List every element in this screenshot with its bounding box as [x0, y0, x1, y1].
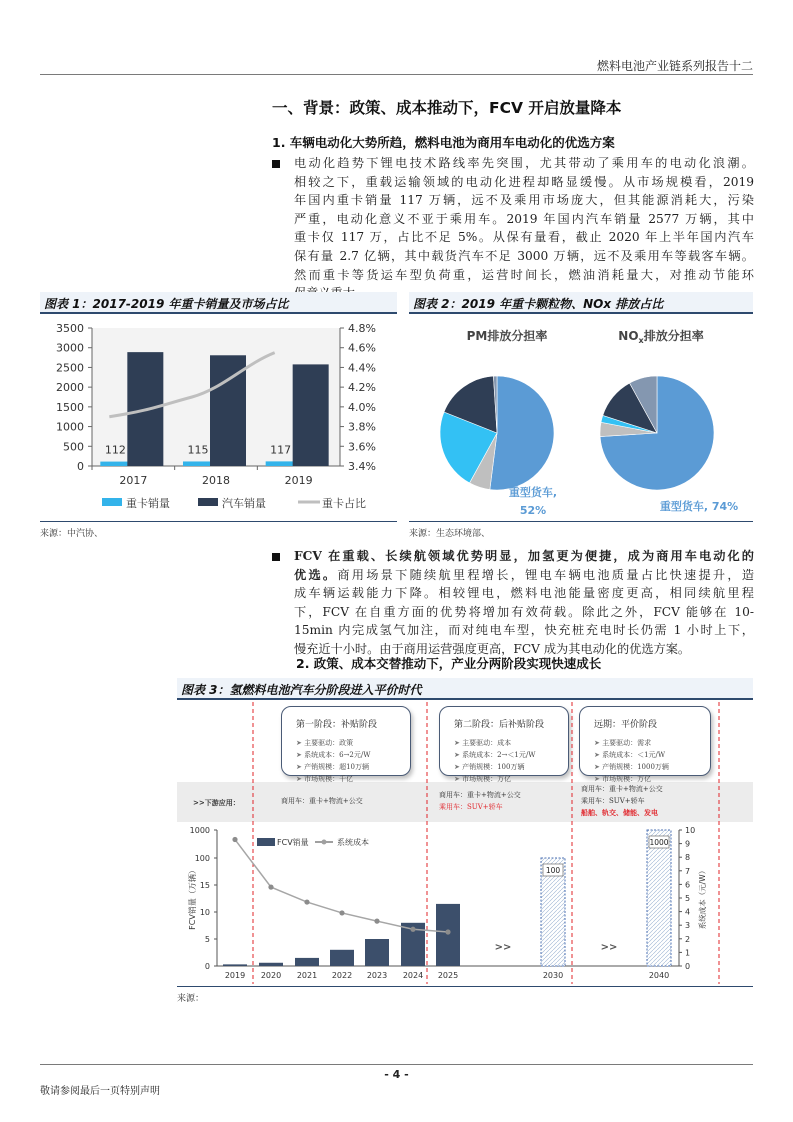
stage-3-title: 远期：平价阶段: [594, 720, 658, 730]
skip-marker: >>: [494, 942, 512, 953]
fcv-sales-bar: [436, 904, 460, 966]
left-tick-label: 15: [199, 881, 210, 890]
paragraph-2-line: 慢充近十小时。由于商用运营强度更高，FCV 成为其电动化的优选方案。: [294, 641, 691, 656]
system-cost-point: [410, 927, 415, 932]
right-tick-label: 10: [685, 826, 696, 835]
figure-2-bottom-rule: [409, 521, 753, 522]
figure-1-caption: 图表 1：2017-2019 年重卡销量及市场占比: [44, 297, 289, 311]
x-tick-label: 2040: [648, 971, 670, 980]
footer-rule: [40, 1064, 753, 1065]
disclaimer-note: 敬请参阅最后一页特别声明: [40, 1086, 160, 1097]
paragraph-2-bold-fragment: 优选。: [294, 567, 338, 582]
figure-3-diagram: [177, 702, 753, 986]
nox-title-suffix: 排放分担率: [643, 329, 704, 343]
nox-title-subscript: x: [638, 336, 644, 345]
bullet-marker: [272, 160, 280, 168]
paragraph-2-line: 下，FCV 在自重方面的优势将增加有效荷载。除此之外，FCV 能够在 10-: [294, 604, 754, 619]
skip-marker: >>: [600, 942, 618, 953]
fcv-sales-bar: [223, 964, 247, 966]
right-tick-label: 3: [685, 921, 691, 931]
figure-1-caption-bar: [40, 292, 397, 314]
pm-pie-title: PM排放分担率: [466, 329, 548, 343]
x-tick-label: 2019: [284, 474, 313, 487]
right-axis-label: 系统成本（元/W）: [698, 866, 707, 930]
right-tick-label: 4.8%: [348, 322, 376, 335]
right-tick-label: 5: [685, 894, 691, 903]
figure-3-caption: 图表 3：氢燃料电池汽车分阶段进入平价时代: [181, 683, 422, 697]
right-tick-label: 4.2%: [348, 381, 376, 395]
stage-2-item: ➤ 主要驱动：成本: [454, 737, 535, 749]
figure-2-source: 来源：生态环境部、: [409, 529, 491, 539]
x-tick-label: 2030: [542, 971, 564, 980]
paragraph-1-line: 相较之下，重载运输领域的电动化进程却略显缓慢。从市场规模看，2019: [294, 174, 754, 189]
bar-vehicle-sales: [293, 364, 329, 466]
subsection-2-title: 2. 政策、成本交替推动下，产业分两阶段实现快速成长: [296, 656, 602, 671]
report-series-title: 燃料电池产业链系列报告十二: [596, 59, 753, 73]
x-tick-label: 2024: [402, 971, 424, 980]
stage-2-item: ➤ 产销规模：100万辆: [454, 761, 535, 773]
left-tick-label: 2500: [56, 361, 84, 375]
x-tick-label: 2019: [224, 971, 246, 980]
stage-1-item: ➤ 产销规模：超10万辆: [296, 761, 370, 773]
left-axis-label: FCV销量（万辆）: [188, 866, 197, 930]
system-cost-point: [445, 929, 450, 934]
left-tick-label: 500: [63, 440, 84, 454]
header-rule: [40, 74, 753, 75]
legend-bar-label: FCV销量: [277, 838, 309, 847]
section-title: 一、背景：政策、成本推动下，FCV 开启放量降本: [272, 99, 622, 117]
pm-callout-pct: 52%: [519, 504, 547, 517]
right-tick-label: 4.4%: [348, 361, 376, 375]
figure-1-bottom-rule: [40, 521, 397, 522]
figure-2-caption: 图表 2：2019 年重卡颗粒物、NOx 排放占比: [413, 297, 664, 311]
stage-2-title: 第二阶段：后补贴阶段: [454, 720, 545, 730]
system-cost-point: [232, 837, 237, 842]
legend-label: 重卡销量: [126, 497, 170, 510]
forecast-label: 1000: [649, 838, 669, 847]
figure-1-chart: [40, 318, 397, 518]
right-tick-label: 4: [685, 907, 691, 917]
figure-1-svg: [40, 318, 397, 518]
legend-label: 汽车销量: [222, 497, 266, 510]
nox-title-prefix: NO: [618, 329, 639, 343]
paragraph-1: [294, 154, 754, 303]
right-tick-label: 6: [685, 880, 691, 890]
left-tick-label: 0: [204, 962, 210, 971]
stage-2-item: ➤ 市场规模：万亿: [454, 773, 535, 785]
x-tick-label: 2021: [296, 971, 318, 980]
left-tick-label: 2000: [56, 381, 84, 395]
x-tick-label: 2023: [366, 971, 388, 980]
right-tick-label: 1: [685, 948, 691, 958]
paragraph-2: [294, 547, 754, 659]
paragraph-1-line: 电动化趋势下锂电技术路线率先突围，尤其带动了乘用车的电动化浪潮。: [294, 156, 754, 170]
figure-3-source: 来源：: [177, 994, 205, 1004]
paragraph-2-line: 15min 内完成氢气加注，而对纯电车型，快充桩充电时长仍需 1 小时上下，: [294, 623, 754, 638]
stage-2-application-passenger: 乘用车：SUV+轿车: [439, 803, 503, 811]
x-tick-label: 2022: [331, 971, 353, 980]
x-tick-label: 2018: [202, 474, 230, 487]
left-tick-label: 1500: [56, 400, 84, 414]
x-tick-label: 2025: [437, 971, 459, 980]
subsection-1-title: 1. 车辆电动化大势所趋，燃料电池为商用车电动化的优选方案: [272, 135, 615, 150]
stage-2-application-commercial: 商用车：重卡+物流+公交: [439, 791, 521, 799]
right-tick-label: 4.0%: [348, 400, 376, 414]
right-tick-label: 3.8%: [348, 420, 376, 434]
stage-1-title: 第一阶段：补贴阶段: [296, 720, 378, 730]
left-tick-label: 1000: [56, 420, 84, 434]
stage-1-application: 商用车：重卡+物流+公交: [281, 797, 363, 805]
figure-3-bottom-rule: [177, 986, 753, 987]
system-cost-point: [304, 899, 309, 904]
system-cost-line: [235, 840, 448, 932]
stage-3-application-commercial: 商用车：重卡+物流+公交: [581, 785, 663, 793]
left-tick-label: 10: [199, 908, 210, 917]
legend-line-marker: [322, 840, 327, 845]
fcv-sales-bar: [259, 963, 283, 966]
paragraph-2-line: 成车辆运载能力下降。相较锂电，燃料电池能量密度更高，相同续航里程: [294, 586, 754, 601]
system-cost-point: [374, 919, 379, 924]
legend-swatch: [102, 498, 122, 506]
stage-3-item: ➤ 系统成本：＜1元/W: [594, 749, 669, 761]
left-tick-label: 100: [194, 854, 210, 863]
pie-slice: [490, 376, 554, 490]
figure-2-svg: [409, 318, 753, 518]
legend-label: 重卡占比: [322, 497, 366, 510]
stage-3-item: ➤ 市场规模：万亿: [594, 773, 669, 785]
right-tick-label: 2: [685, 934, 691, 944]
left-tick-label: 0: [77, 460, 84, 473]
bar-data-label: 117: [270, 443, 292, 457]
paragraph-1-line: 保有量 2.7 亿辆，其中载货汽车不足 3000 万辆，远不及乘用车等载客车辆。: [294, 248, 754, 263]
fcv-sales-forecast-bar: [647, 830, 671, 966]
system-cost-point: [339, 910, 344, 915]
stage-3-application-other: 船舶、轨交、储能、发电: [581, 808, 658, 817]
right-tick-label: 8: [685, 853, 691, 863]
legend-line-label: 系统成本: [337, 838, 369, 847]
stage-1-item: ➤ 主要驱动：政策: [296, 737, 370, 749]
bar-data-label: 112: [104, 443, 126, 457]
right-tick-label: 9: [685, 839, 691, 849]
stage-3-item: ➤ 产销规模：1000万辆: [594, 761, 669, 773]
stage-2-item: ➤ 系统成本：2→＜1元/W: [454, 749, 535, 761]
paragraph-1-line: 重卡仅 117 万，占比不足 5%。从保有量看，截止 2020 年上半年国内汽车: [294, 230, 754, 245]
figure-1-source: 来源：中汽协、: [40, 529, 104, 539]
bullet-marker: [272, 553, 280, 561]
right-tick-label: 7: [685, 866, 691, 876]
figure-3-svg: [177, 702, 753, 986]
stage-1-item: ➤ 市场规模：千亿: [296, 773, 370, 785]
system-cost-point: [268, 885, 273, 890]
fcv-sales-bar: [295, 958, 319, 966]
stage-3-item: ➤ 主要驱动：需求: [594, 737, 669, 749]
legend-swatch-bar: [257, 838, 275, 846]
left-tick-label: 3500: [56, 322, 84, 335]
fcv-sales-bar: [330, 950, 354, 966]
paragraph-2-line: 优选。商用场景下随续航里程增长，锂电车辆电池质量占比快速提升，造: [294, 567, 755, 582]
legend-swatch: [198, 498, 218, 506]
right-tick-label: 3.6%: [348, 440, 376, 454]
x-tick-label: 2020: [260, 971, 282, 980]
pm-callout: 重型货车,: [508, 486, 558, 499]
stage-3-application-passenger: 乘用车：SUV+轿车: [581, 797, 645, 805]
figure-2-caption-bar: [409, 292, 753, 314]
stage-1-item: ➤ 系统成本：6→2元/W: [296, 749, 370, 761]
left-tick-label: 5: [204, 935, 210, 944]
paragraph-2-line: FCV 在重载、长续航领域优势明显，加氢更为便捷，成为商用车电动化的: [294, 549, 754, 563]
paragraph-1-line: 严重，电动化意义不亚于乘用车。2019 年国内汽车销量 2577 万辆，其中: [294, 211, 754, 226]
right-tick-label: 0: [685, 962, 691, 971]
right-tick-label: 3.4%: [348, 460, 376, 473]
fcv-sales-bar: [365, 939, 389, 966]
figure-3-caption-bar: [177, 678, 753, 700]
x-tick-label: 2017: [119, 474, 148, 487]
nox-callout: 重型货车, 74%: [659, 500, 739, 513]
page-number: - 4 -: [384, 1068, 409, 1081]
nox-pie-title: [618, 328, 703, 345]
forecast-label: 100: [545, 866, 561, 875]
left-tick-label: 1000: [189, 826, 210, 835]
applications-label: >>下游应用：: [193, 798, 240, 807]
paragraph-1-line: 然而重卡等货运车型负荷重，运营时间长，燃油消耗量大，对推动节能环: [294, 267, 754, 282]
figure-2-chart: [409, 318, 753, 518]
right-tick-label: 4.6%: [348, 341, 376, 355]
bar-data-label: 115: [187, 443, 209, 457]
left-tick-label: 3000: [56, 341, 84, 355]
paragraph-1-line: 年国内重卡销量 117 万辆，远不及乘用市场庞大，但其能源消耗大，污染: [294, 193, 754, 208]
